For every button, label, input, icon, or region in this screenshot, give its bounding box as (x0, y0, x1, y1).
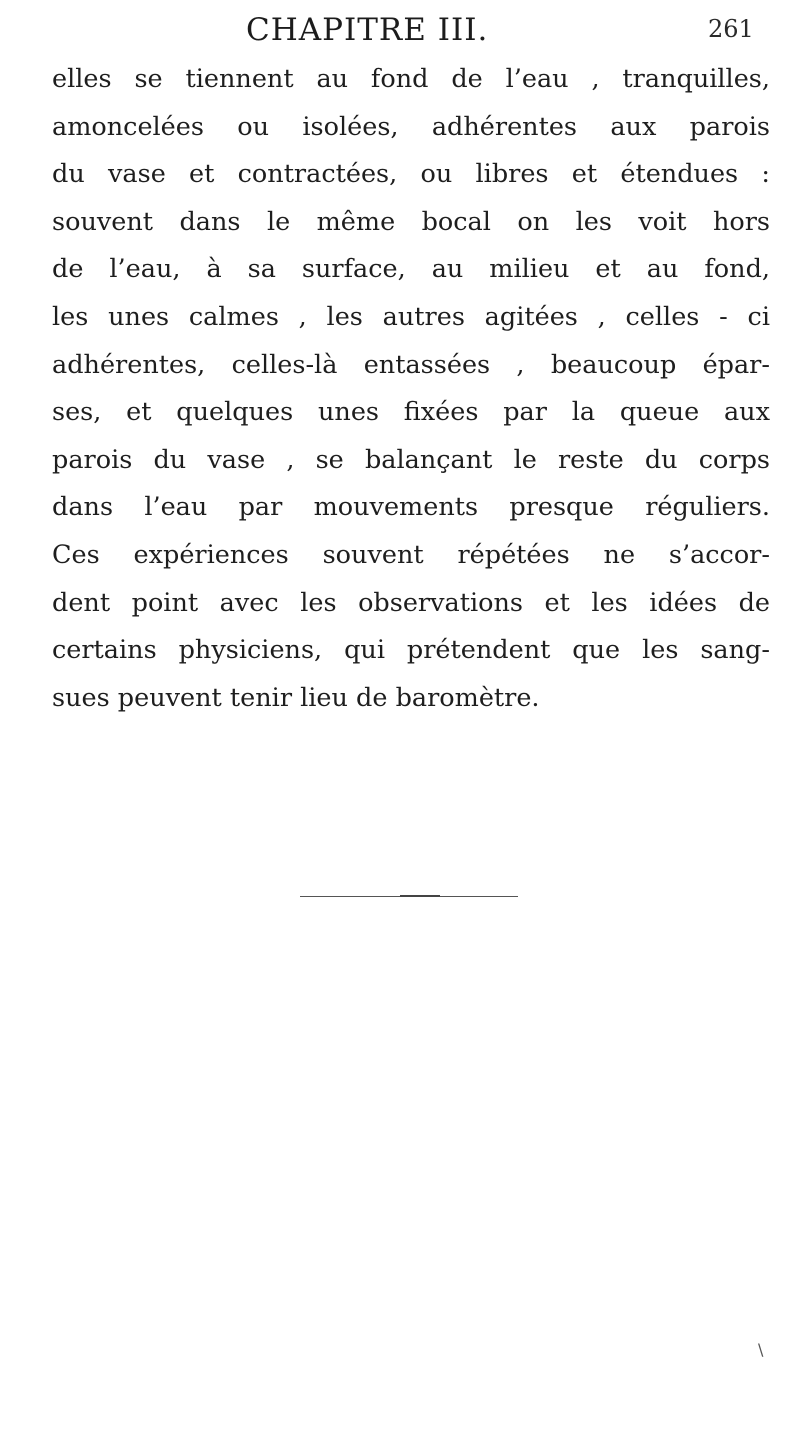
chapter-title: CHAPITRE III. (246, 12, 489, 48)
text-line: souvent dans le même bocal on les voit hors (52, 206, 770, 237)
text-line: parois du vase , se balançant le reste du corps (52, 444, 770, 475)
text-line: dans l’eau par mouvements presque réguliers. (52, 492, 770, 523)
text-line: de l’eau, à sa surface, au milieu et au fond, (52, 254, 770, 285)
section-divider-rule (300, 896, 518, 897)
text-line: amoncelées ou isolées, adhérentes aux parois (52, 111, 770, 142)
text-line: Ces expériences souvent répétées ne s’accor- (52, 539, 770, 570)
page-number: 261 (708, 15, 754, 43)
text-line: dent point avec les observations et les idées de (52, 587, 770, 618)
margin-mark: \ (758, 1340, 764, 1359)
text-line: du vase et contractées, ou libres et étendues : (52, 159, 770, 190)
text-line: sues peuvent tenir lieu de baromètre. (52, 682, 540, 713)
text-line: elles se tiennent au fond de l’eau , tranquilles, (52, 64, 770, 94)
text-line: ses, et quelques unes fixées par la queue aux (52, 397, 770, 428)
running-head (0, 12, 800, 52)
body-text (52, 56, 770, 722)
text-line: adhérentes, celles-là entassées , beaucoup épar- (52, 349, 770, 380)
text-line: certains physiciens, qui prétendent que les sang- (52, 635, 770, 666)
text-line: les unes calmes , les autres agitées , celles - ci (52, 301, 770, 332)
